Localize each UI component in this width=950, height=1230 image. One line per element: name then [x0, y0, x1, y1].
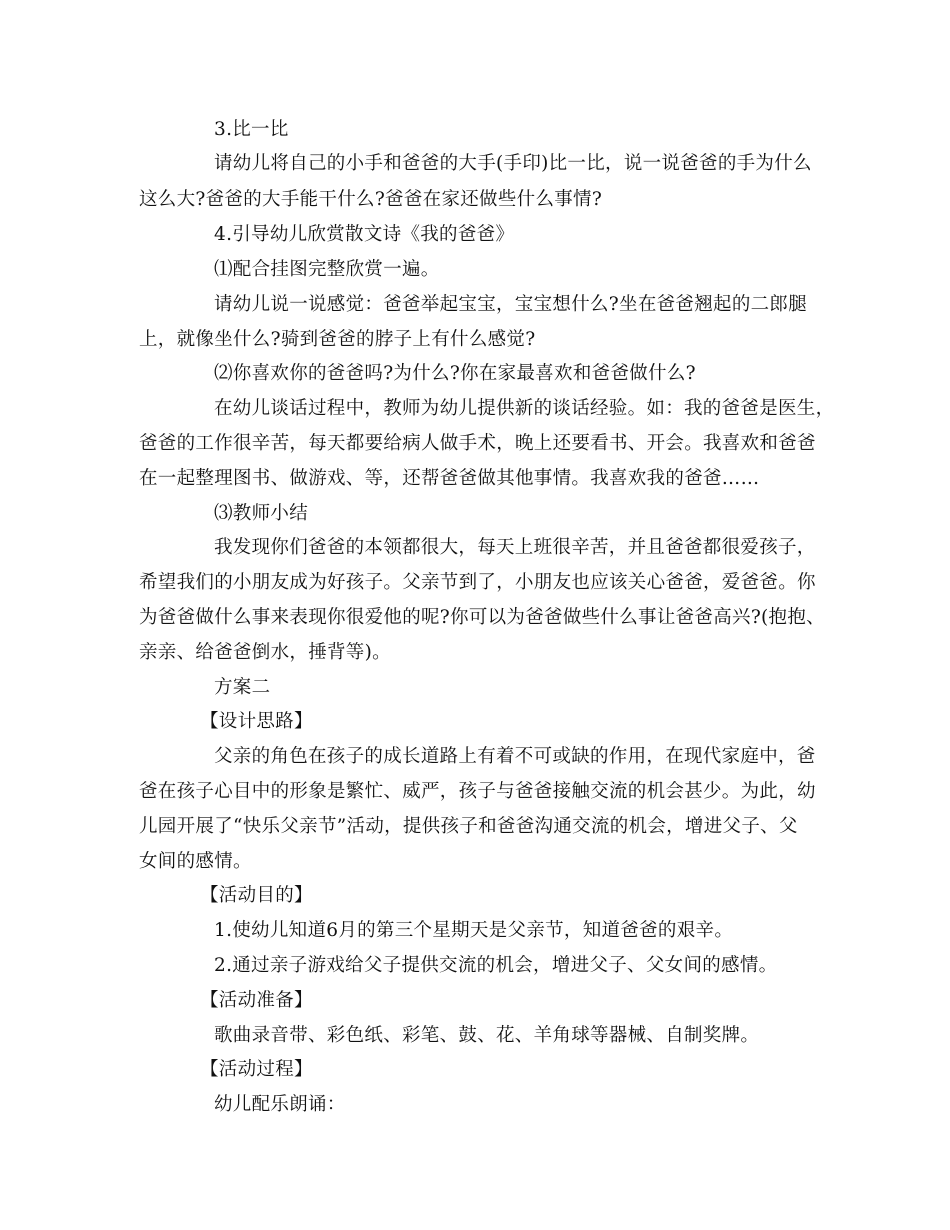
section-heading-plan-two: 方案二: [214, 677, 271, 698]
list-item: ⑵你喜欢你的爸爸吗?为什么?你在家最喜欢和爸爸做什么?: [214, 363, 696, 384]
section-heading-compare: 3.比一比: [214, 119, 289, 140]
paragraph-line: 希望我们的小朋友成为好孩子。父亲节到了，小朋友也应该关心爸爸，爱爸爸。你: [139, 572, 816, 593]
paragraph-line: 请幼儿说一说感觉：爸爸举起宝宝，宝宝想什么?坐在爸爸翘起的二郎腿: [214, 294, 808, 315]
list-item: ⑶教师小结: [214, 503, 309, 524]
section-heading-preparation: 【活动准备】: [200, 990, 313, 1011]
section-heading-appreciate: 4.引导幼儿欣赏散文诗《我的爸爸》: [214, 224, 515, 245]
paragraph-line: 在幼儿谈话过程中，教师为幼儿提供新的谈话经验。如：我的爸爸是医生，: [214, 398, 835, 419]
section-heading-goals: 【活动目的】: [200, 885, 313, 906]
paragraph-line: 为爸爸做什么事来表现你很爱他的呢?你可以为爸爸做些什么事让爸爸高兴?(抱抱、: [139, 607, 825, 628]
list-item: ⑴配合挂图完整欣赏一遍。: [214, 259, 440, 280]
paragraph-line: 爸爸的工作很辛苦，每天都要给病人做手术，晚上还要看书、开会。我喜欢和爸爸: [139, 433, 816, 454]
list-item: 2.通过亲子游戏给父子提供交流的机会，增进父子、父女间的感情。: [214, 955, 778, 976]
paragraph-line: 歌曲录音带、彩色纸、彩笔、鼓、花、羊角球等器械、自制奖牌。: [214, 1025, 760, 1046]
paragraph-line: 我发现你们爸爸的本领都很大，每天上班很辛苦，并且爸爸都很爱孩子，: [214, 537, 816, 558]
paragraph-line: 父亲的角色在孩子的成长道路上有着不可或缺的作用，在现代家庭中，爸: [214, 746, 816, 767]
paragraph-line: 女间的感情。: [139, 851, 252, 872]
paragraph-line: 儿园开展了“快乐父亲节”活动，提供孩子和爸爸沟通交流的机会，增进父子、父: [139, 816, 798, 837]
section-heading-design: 【设计思路】: [200, 711, 313, 732]
paragraph-line: 爸在孩子心目中的形象是繁忙、威严，孩子与爸爸接触交流的机会甚少。为此，幼: [139, 781, 816, 802]
paragraph-line: 这么大?爸爸的大手能干什么?爸爸在家还做些什么事情?: [139, 189, 603, 210]
paragraph-line: 上，就像坐什么?骑到爸爸的脖子上有什么感觉?: [139, 329, 536, 350]
paragraph-line: 请幼儿将自己的小手和爸爸的大手(手印)比一比，说一说爸爸的手为什么: [214, 153, 812, 174]
paragraph-line: 亲亲、给爸爸倒水，捶背等)。: [139, 642, 391, 663]
list-item: 1.使幼儿知道6月的第三个星期天是父亲节，知道爸爸的艰辛。: [214, 920, 734, 941]
paragraph-line: 幼儿配乐朗诵：: [214, 1094, 346, 1115]
paragraph-line: 在一起整理图书、做游戏、等，还帮爸爸做其他事情。我喜欢我的爸爸……: [139, 468, 760, 489]
section-heading-process: 【活动过程】: [200, 1059, 313, 1080]
